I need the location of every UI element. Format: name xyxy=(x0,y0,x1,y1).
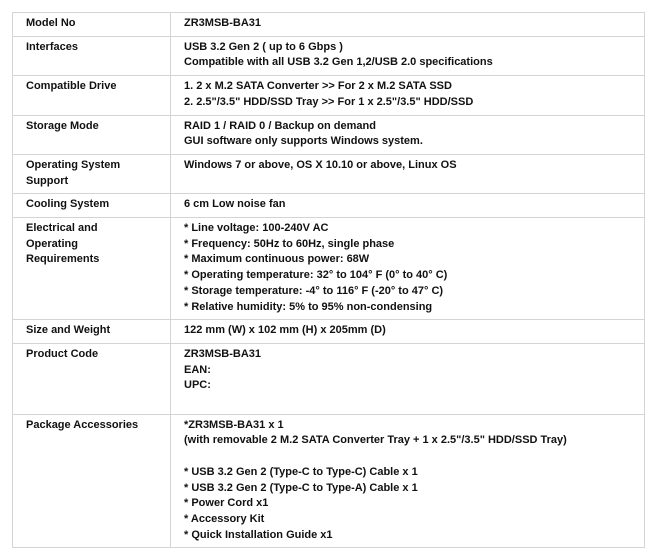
spec-value-line: ZR3MSB-BA31 xyxy=(184,17,262,29)
spec-value-line: USB 3.2 Gen 2 ( up to 6 Gbps ) xyxy=(184,40,343,53)
spec-value-line: GUI software only supports Windows system. xyxy=(184,135,423,148)
spec-value-line: * Quick Installation Guide x1 xyxy=(184,528,333,541)
spec-value-line: * USB 3.2 Gen 2 (Type-C to Type-C) Cable x 1 xyxy=(184,465,418,478)
spec-value-line: Compatible with all USB 3.2 Gen 1,2/USB 2.0 specifications xyxy=(184,56,493,69)
spec-label-cell xyxy=(13,194,171,218)
spec-label-line: Package Accessories xyxy=(26,418,139,431)
spec-value-line: 1. 2 x M.2 SATA Converter >> For 2 x M.2 SATA SSD xyxy=(184,80,452,93)
spec-row xyxy=(13,194,645,218)
spec-label-line: Interfaces xyxy=(26,40,78,53)
spec-value-cell xyxy=(171,343,645,414)
spec-label-line: Model No xyxy=(26,17,76,29)
spec-value-line: *ZR3MSB-BA31 x 1 xyxy=(184,418,284,431)
spec-value-line: * Operating temperature: 32° to 104° F (0° to 40° C) xyxy=(184,269,448,282)
spec-value-cell xyxy=(171,218,645,320)
spec-row xyxy=(13,76,645,115)
spec-label-cell xyxy=(13,414,171,548)
spec-value-cell xyxy=(171,76,645,115)
spec-label-line: Requirements xyxy=(26,253,100,266)
spec-label-line: Support xyxy=(26,174,69,187)
spec-value-line: * Accessory Kit xyxy=(184,512,265,525)
spec-value-cell xyxy=(171,154,645,193)
spec-row xyxy=(13,218,645,320)
spec-value-line: * Power Cord x1 xyxy=(184,497,269,510)
spec-value-line: * Maximum continuous power: 68W xyxy=(184,253,370,266)
spec-value-line: ZR3MSB-BA31 xyxy=(184,347,262,360)
spec-value-line: UPC: xyxy=(184,379,211,392)
spec-label-line: Electrical and xyxy=(26,222,98,235)
spec-row xyxy=(13,154,645,193)
spec-value-line: 6 cm Low noise fan xyxy=(184,198,286,211)
spec-value-cell xyxy=(171,13,645,37)
spec-row xyxy=(13,115,645,154)
spec-value-line: * USB 3.2 Gen 2 (Type-C to Type-A) Cable x 1 xyxy=(184,481,418,494)
spec-value-line xyxy=(184,449,638,465)
spec-value-line: 122 mm (W) x 102 mm (H) x 205mm (D) xyxy=(184,324,386,337)
spec-label-cell xyxy=(13,115,171,154)
spec-label-line: Size and Weight xyxy=(26,324,111,337)
spec-label-cell xyxy=(13,154,171,193)
spec-value-cell xyxy=(171,194,645,218)
spec-row xyxy=(13,36,645,75)
spec-value-cell xyxy=(171,36,645,75)
spec-value-line: * Line voltage: 100-240V AC xyxy=(184,222,329,235)
spec-value-line: RAID 1 / RAID 0 / Backup on demand xyxy=(184,119,376,132)
spec-value-line: * Frequency: 50Hz to 60Hz, single phase xyxy=(184,237,395,250)
spec-row xyxy=(13,414,645,548)
spec-value-line: Windows 7 or above, OS X 10.10 or above, Linux OS xyxy=(184,158,457,171)
spec-value-line: * Relative humidity: 5% to 95% non-condensing xyxy=(184,300,433,313)
spec-label-line: Product Code xyxy=(26,347,99,360)
spec-row xyxy=(13,343,645,414)
spec-label-cell xyxy=(13,36,171,75)
spec-label-cell xyxy=(13,76,171,115)
spec-label-cell xyxy=(13,13,171,37)
spec-label-line: Operating xyxy=(26,237,78,250)
spec-label-cell xyxy=(13,218,171,320)
spec-label-line: Operating System xyxy=(26,158,121,171)
spec-value-cell xyxy=(171,320,645,344)
spec-value-line: (with removable 2 M.2 SATA Converter Tray + 1 x 2.5"/3.5" HDD/SSD Tray) xyxy=(184,434,567,447)
spec-label-cell xyxy=(13,343,171,414)
spec-label-cell xyxy=(13,320,171,344)
spec-value-line: EAN: xyxy=(184,363,211,376)
spec-value-line: 2. 2.5"/3.5" HDD/SSD Tray >> For 1 x 2.5"/3.5" HDD/SSD xyxy=(184,95,474,108)
spec-value-cell xyxy=(171,115,645,154)
spec-table-body xyxy=(13,13,645,548)
spec-label-line: Cooling System xyxy=(26,198,110,211)
spec-value-cell xyxy=(171,414,645,548)
spec-label-line: Storage Mode xyxy=(26,119,99,132)
spec-table xyxy=(12,12,645,548)
spec-value-line: * Storage temperature: -4° to 116° F (-20° to 47° C) xyxy=(184,284,444,297)
spec-label-line: Compatible Drive xyxy=(26,80,117,93)
spec-value-line xyxy=(184,394,638,410)
spec-row xyxy=(13,320,645,344)
spec-row xyxy=(13,13,645,37)
